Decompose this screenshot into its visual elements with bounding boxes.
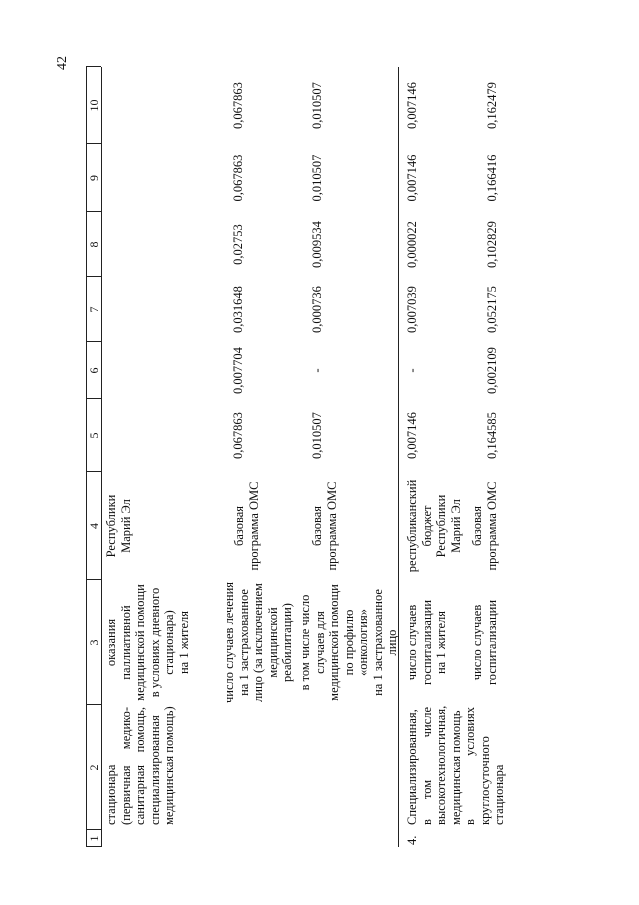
text-line: медико- <box>118 707 133 750</box>
row-b-value-col8: 0,009534 <box>310 221 324 268</box>
text-line: лицо <box>385 629 399 656</box>
text-line: число случаев <box>470 604 484 681</box>
text-line: медицинской помощи <box>327 584 341 701</box>
header-col-5: 5 <box>87 432 101 439</box>
row-a-col4 <box>232 472 261 580</box>
text-line: республиканский <box>405 479 419 573</box>
row-b-value-col6: - <box>310 368 324 373</box>
text-line: госпитализации <box>419 599 434 686</box>
text-line: специализированная <box>147 715 162 825</box>
text-line: на 1 жителя <box>176 610 191 675</box>
text-line: реабилитации) <box>280 603 294 682</box>
text-line: «онкология» <box>356 608 370 677</box>
text-line: том <box>419 779 434 799</box>
row-a-value-col7: 0,031648 <box>231 286 245 333</box>
text-line: на 1 застрахованное <box>236 589 251 696</box>
text-line: госпитализации <box>484 599 499 686</box>
header-col-4: 4 <box>87 523 101 529</box>
text-line: базовая <box>470 505 484 547</box>
text-line: (первичная <box>118 765 133 825</box>
text-line: медицинской <box>265 607 280 678</box>
row-d-col4 <box>470 472 499 580</box>
row-c-value-col10: 0,007146 <box>405 82 419 129</box>
text-line: базовая <box>232 505 246 547</box>
text-line: условиях <box>463 707 477 756</box>
text-line: помощь, <box>133 707 147 753</box>
text-line: санитарная <box>133 764 147 825</box>
row-a-value-col9: 0,067863 <box>231 154 245 202</box>
text-line: числе <box>419 707 434 738</box>
section4-divider <box>398 67 399 847</box>
text-line: медицинская помощь) <box>162 706 176 825</box>
row-b-value-col7: 0,000736 <box>310 286 324 333</box>
row-d-value-col6: 0,002109 <box>485 347 499 394</box>
row4-col2 <box>405 707 507 825</box>
header-col-3: 3 <box>87 639 101 646</box>
row-a-value-col10: 0,067863 <box>231 82 245 129</box>
row4-number: 4. <box>405 835 419 845</box>
row-c-value-col7: 0,007039 <box>405 286 419 333</box>
text-line: стационара <box>104 764 118 825</box>
block1-col3 <box>104 580 191 705</box>
text-line: в условиях дневного <box>147 587 162 698</box>
row-a-value-col8: 0,02753 <box>231 224 245 265</box>
text-line: лицо (за исключением <box>251 583 265 702</box>
row-c-col3 <box>405 580 449 705</box>
text-line: в <box>419 819 434 825</box>
header-col-1: 1 <box>87 835 101 842</box>
row-d-value-col10: 0,162479 <box>485 82 499 129</box>
text-line: Республики <box>104 494 118 558</box>
row-b-value-col10: 0,010507 <box>310 82 324 129</box>
row-c-value-col6: - <box>405 368 419 373</box>
text-line: случаев для <box>312 611 327 674</box>
text-line: бюджет <box>419 505 434 547</box>
block1-col2 <box>104 707 177 825</box>
text-line: круглосуточного <box>477 736 492 825</box>
text-line: оказания <box>104 618 118 667</box>
row-d-col3 <box>470 580 499 705</box>
row-c-value-col5: 0,007146 <box>405 412 419 459</box>
text-line: Специализированная, <box>405 709 419 825</box>
text-line: Марий Эл <box>448 499 463 553</box>
text-line: базовая <box>310 505 324 547</box>
text-line: на 1 застрахованное <box>370 589 385 696</box>
row-b-value-col9: 0,010507 <box>310 154 324 202</box>
header-col-10: 10 <box>87 99 101 112</box>
row-d-value-col5: 0,164585 <box>485 412 499 459</box>
row-a-col3 <box>222 580 295 705</box>
text-line: число случаев лечения <box>222 581 236 704</box>
row-c-value-col8: 0,000022 <box>405 221 419 268</box>
text-line: высокотехнологичная, <box>434 705 448 825</box>
text-line: стационара <box>492 764 506 825</box>
row-b-value-col5: 0,010507 <box>310 412 324 459</box>
text-line: по профилю <box>341 609 356 676</box>
text-line: паллиативной <box>118 605 133 680</box>
text-line: Марий Эл <box>118 499 133 553</box>
text-line: стационара) <box>162 610 176 675</box>
text-line: Республики <box>434 494 448 558</box>
row-d-value-col9: 0,166416 <box>485 154 499 202</box>
header-col-7: 7 <box>87 306 101 313</box>
text-line: в том числе число <box>298 594 312 691</box>
text-line: в <box>463 819 477 825</box>
text-line: на 1 жителя <box>434 610 448 675</box>
text-line: программа ОМС <box>484 481 499 571</box>
block1-col4 <box>104 472 133 580</box>
text-line: медицинской помощи <box>133 584 147 701</box>
text-line: медицинская помощь <box>448 710 463 825</box>
header-col-6: 6 <box>87 367 101 374</box>
row-b-col3 <box>298 580 400 705</box>
row-d-value-col8: 0,102829 <box>485 221 499 268</box>
text-line: программа ОМС <box>246 481 261 571</box>
row-c-value-col9: 0,007146 <box>405 154 419 202</box>
header-col-2: 2 <box>87 764 101 771</box>
row-c-col4 <box>405 472 463 580</box>
row-a-value-col6: 0,007704 <box>231 347 245 394</box>
text-line: программа ОМС <box>324 481 339 571</box>
text-line: число случаев <box>405 604 419 681</box>
header-col-8: 8 <box>87 241 101 248</box>
row-b-col4 <box>310 472 339 580</box>
row-a-value-col5: 0,067863 <box>231 412 245 459</box>
row-d-value-col7: 0,052175 <box>485 286 499 333</box>
header-col-9: 9 <box>87 175 101 181</box>
page-number: 42 <box>55 56 70 70</box>
